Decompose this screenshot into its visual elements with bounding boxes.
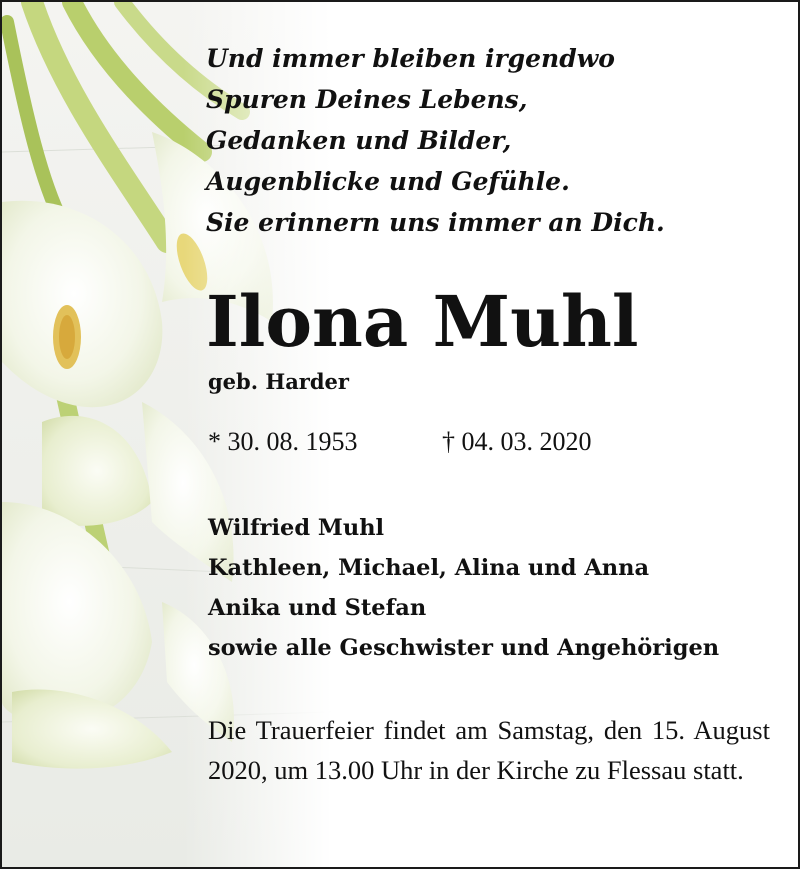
memorial-poem	[206, 38, 665, 243]
maiden-name: geb. Harder	[208, 369, 349, 394]
mourner-line: Anika und Stefan	[208, 595, 427, 621]
poem-line: Spuren Deines Lebens,	[206, 85, 528, 114]
mourner-line: sowie alle Geschwister und Angehörigen	[208, 635, 720, 661]
death-date: † 04. 03. 2020	[442, 427, 592, 456]
poem-line: Augenblicke und Gefühle.	[206, 167, 570, 196]
poem-line: Sie erinnern uns immer an Dich.	[206, 208, 665, 237]
poem-line: Gedanken und Bilder,	[206, 126, 512, 155]
mourner-line: Wilfried Muhl	[208, 515, 385, 541]
deceased-name: Ilona Muhl	[206, 280, 639, 363]
mourners-list	[208, 508, 719, 668]
funeral-service-info: Die Trauerfeier findet am Samstag, den 15. August 2020, um 13.00 Uhr in der Kirche zu Flessau statt.	[208, 715, 770, 785]
birth-date: * 30. 08. 1953	[208, 427, 358, 456]
mourner-line: Kathleen, Michael, Alina und Anna	[208, 555, 650, 581]
notice-content	[2, 2, 798, 867]
poem-line: Und immer bleiben irgendwo	[206, 44, 615, 73]
